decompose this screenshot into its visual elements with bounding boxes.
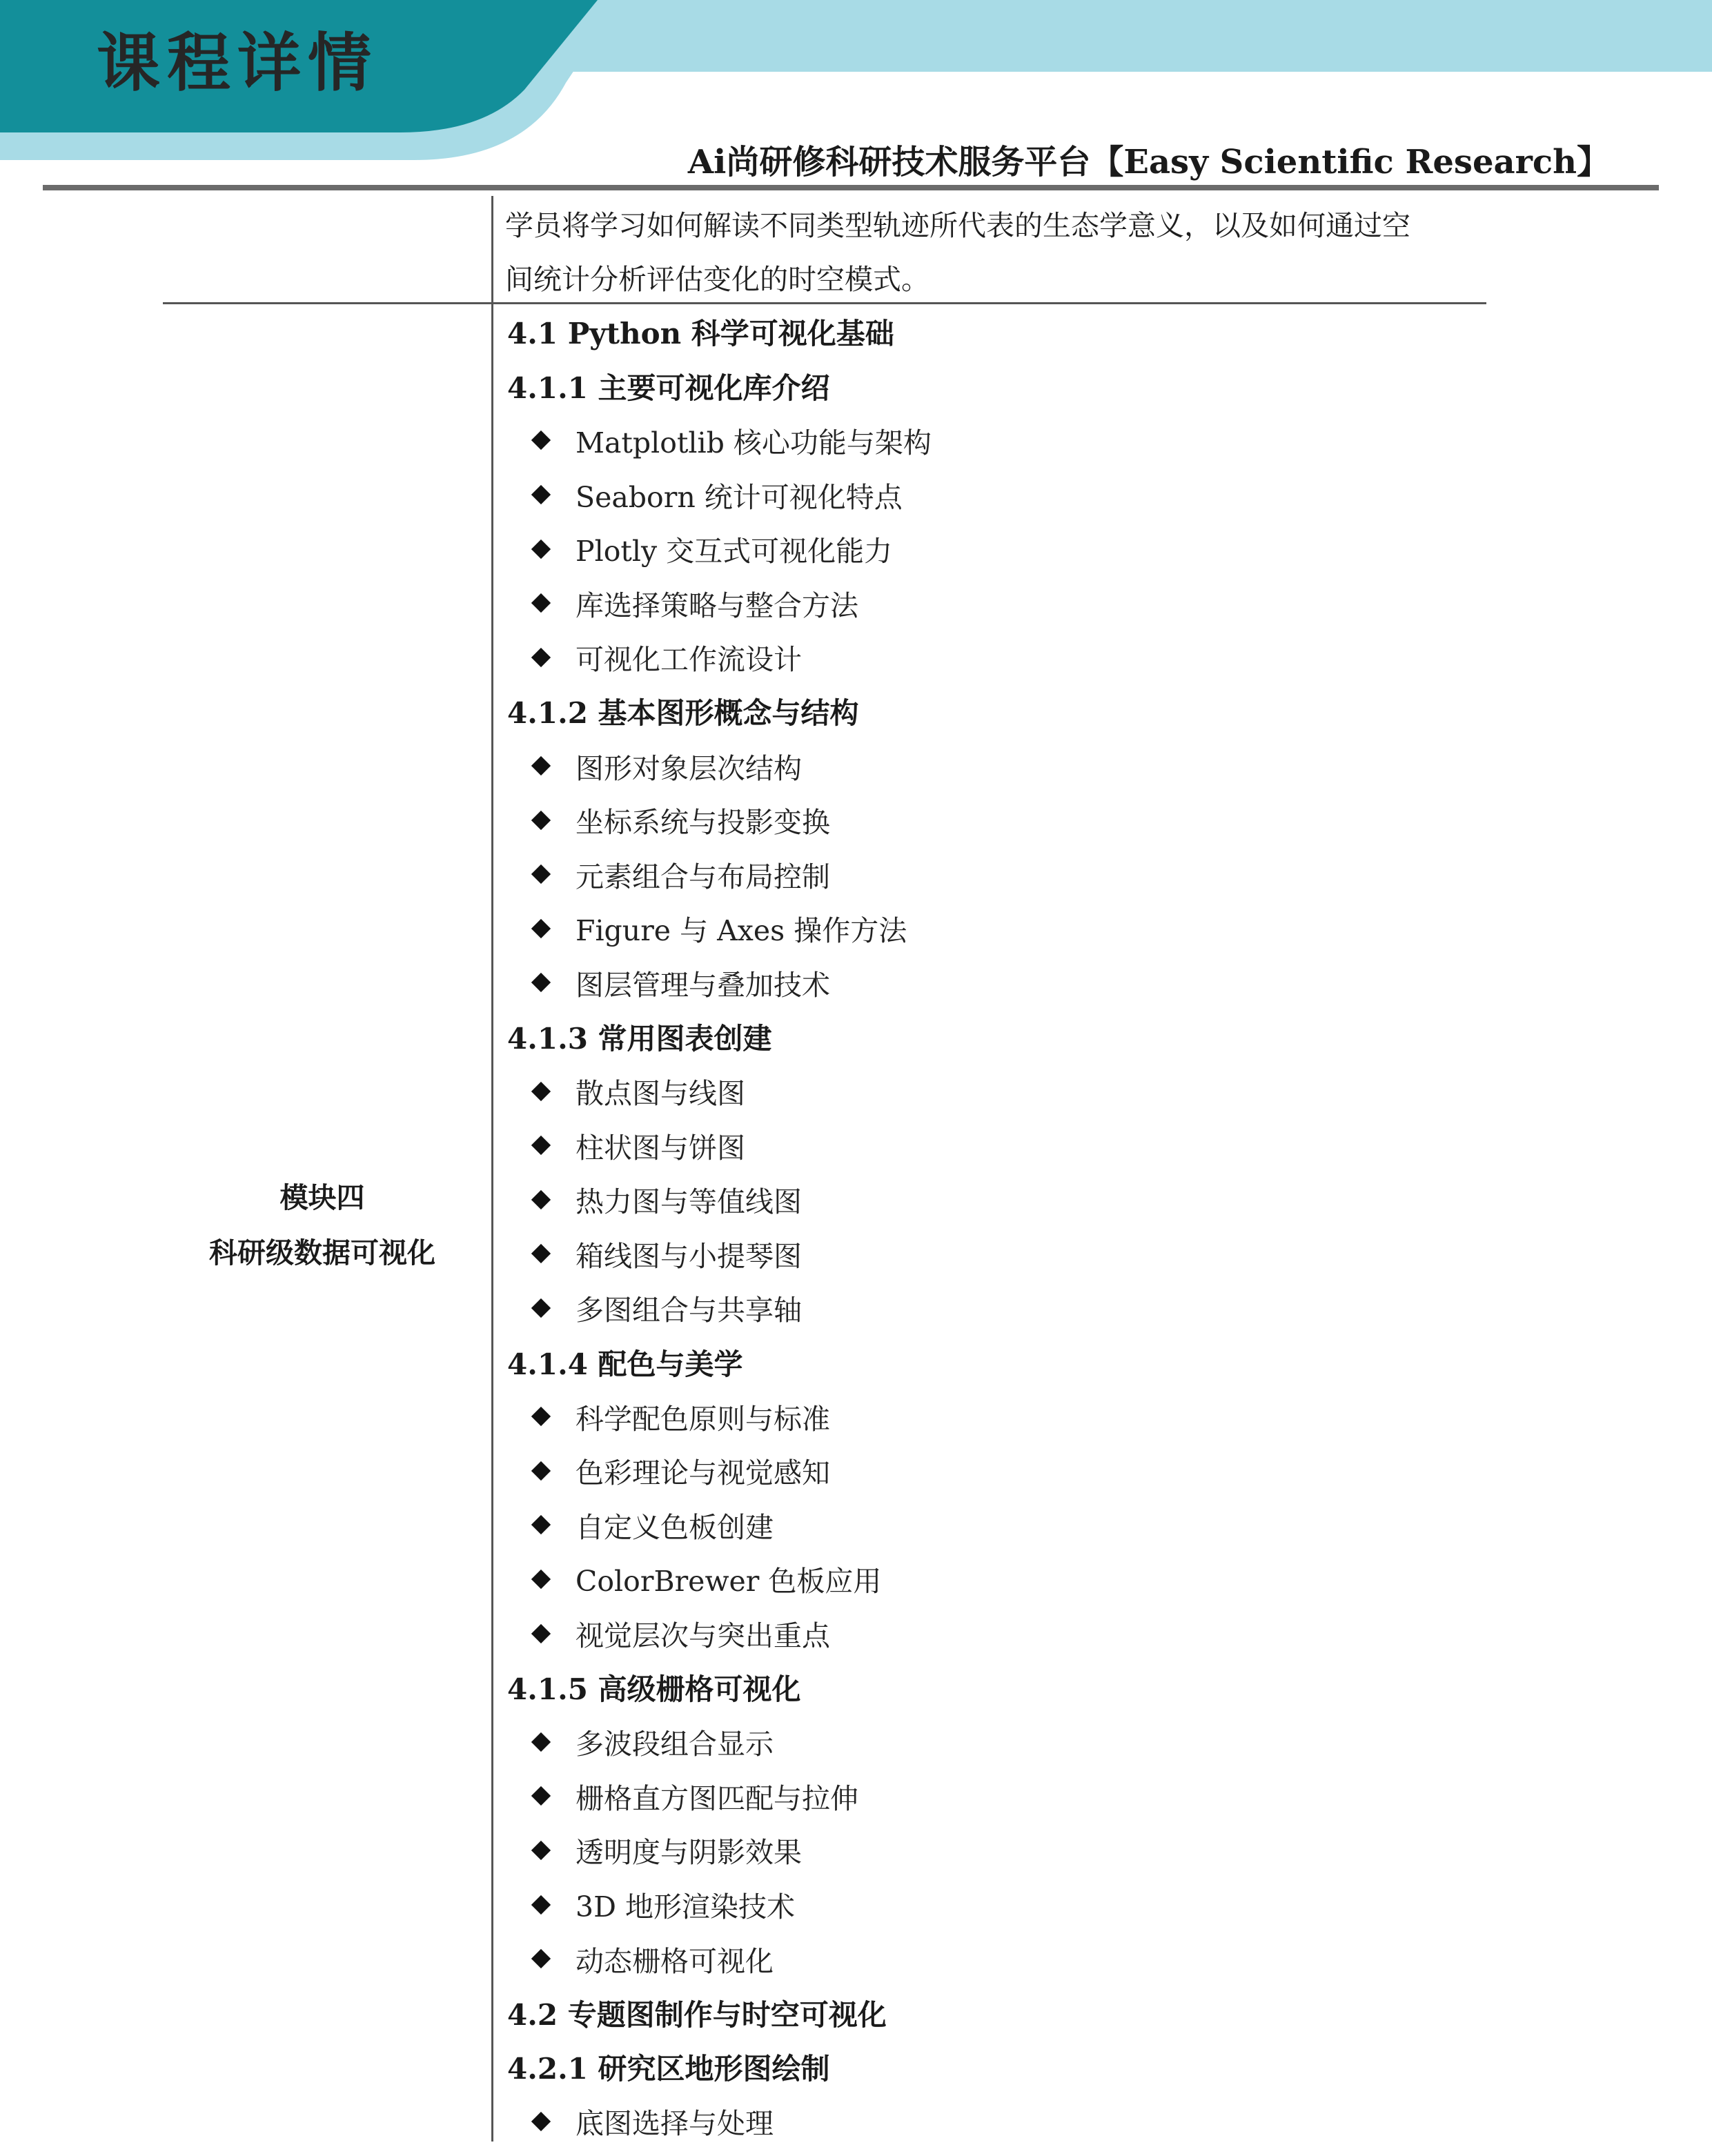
- diamond-bullet-icon: [531, 864, 551, 884]
- outline-bullet-item: [505, 1498, 1678, 1552]
- diamond-bullet-icon: [531, 1570, 551, 1589]
- outline-bullet-item: [505, 902, 1678, 956]
- outline-text: 可视化工作流设计: [575, 643, 802, 677]
- table-column-divider: [491, 196, 493, 2142]
- outline-text: 坐标系统与投影变换: [575, 806, 830, 840]
- outline-bullet-item: [505, 847, 1678, 902]
- outline-bullet-item: [505, 1173, 1678, 1227]
- outline-text: Matplotlib 核心功能与架构: [575, 426, 932, 459]
- diamond-bullet-icon: [531, 1461, 551, 1481]
- outline-text: 4.1.4 配色与美学: [507, 1347, 743, 1381]
- diamond-bullet-icon: [531, 810, 551, 829]
- diamond-bullet-icon: [531, 540, 551, 559]
- diamond-bullet-icon: [531, 919, 551, 938]
- outline-heading: [505, 359, 1678, 414]
- outline-bullet-item: [505, 956, 1678, 1010]
- outline-bullet-item: [505, 1606, 1678, 1661]
- platform-name: Ai尚研修科研技术服务平台【Easy Scientific Research】: [687, 143, 1610, 181]
- outline-text: 4.1.1 主要可视化库介绍: [507, 370, 830, 405]
- outline-text: 4.1.3 常用图表创建: [507, 1022, 772, 1056]
- outline-heading: [505, 1661, 1678, 1715]
- outline-heading: [505, 1986, 1678, 2040]
- outline-bullet-item: [505, 1443, 1678, 1498]
- outline-bullet-item: [505, 739, 1678, 793]
- outline-text: 图形对象层次结构: [575, 751, 802, 785]
- diamond-bullet-icon: [531, 2112, 551, 2131]
- outline-text: 自定义色板创建: [575, 1510, 774, 1544]
- outline-bullet-item: [505, 631, 1678, 685]
- module-label: [163, 1170, 482, 1280]
- outline-bullet-item: [505, 1064, 1678, 1118]
- diamond-bullet-icon: [531, 1786, 551, 1806]
- outline-bullet-item: [505, 2095, 1678, 2149]
- outline-text: 柱状图与饼图: [575, 1131, 745, 1165]
- outline-bullet-item: [505, 1281, 1678, 1336]
- outline-heading: [505, 305, 1678, 359]
- outline-text: 4.2 专题图制作与时空可视化: [507, 1997, 887, 2032]
- outline-text: 3D 地形渲染技术: [575, 1890, 795, 1924]
- outline-text: ColorBrewer 色板应用: [575, 1565, 882, 1599]
- outline-heading: [505, 1010, 1678, 1065]
- outline-text: 热力图与等值线图: [575, 1185, 802, 1219]
- outline-bullet-item: [505, 1932, 1678, 1986]
- diamond-bullet-icon: [531, 485, 551, 504]
- diamond-bullet-icon: [531, 1895, 551, 1914]
- outline-heading: [505, 2040, 1678, 2095]
- intro-line: 间统计分析评估变化的时空模式。: [505, 263, 929, 296]
- outline-bullet-item: [505, 1227, 1678, 1281]
- outline-bullet-item: [505, 1823, 1678, 1878]
- outline-bullet-item: [505, 413, 1678, 468]
- module-number: 模块四: [279, 1181, 365, 1214]
- diamond-bullet-icon: [531, 1136, 551, 1155]
- outline-text: 透明度与阴影效果: [575, 1836, 802, 1870]
- outline-text: Seaborn 统计可视化特点: [575, 480, 903, 514]
- diamond-bullet-icon: [531, 1244, 551, 1263]
- outline-bullet-item: [505, 1389, 1678, 1444]
- diamond-bullet-icon: [531, 1298, 551, 1318]
- diamond-bullet-icon: [531, 1407, 551, 1426]
- diamond-bullet-icon: [531, 1190, 551, 1209]
- outline-text: 4.1 Python 科学可视化基础: [507, 317, 894, 351]
- diamond-bullet-icon: [531, 1949, 551, 1968]
- diamond-bullet-icon: [531, 973, 551, 992]
- diamond-bullet-icon: [531, 1623, 551, 1643]
- outline-text: 多波段组合显示: [575, 1728, 774, 1761]
- outline-text: 多图组合与共享轴: [575, 1294, 802, 1327]
- outline-heading: [505, 1335, 1678, 1389]
- outline-text: 动态栅格可视化: [575, 1944, 774, 1978]
- outline-text: 科学配色原则与标准: [575, 1402, 830, 1436]
- outline-text: 图层管理与叠加技术: [575, 968, 830, 1002]
- diamond-bullet-icon: [531, 1732, 551, 1752]
- diamond-bullet-icon: [531, 648, 551, 667]
- diamond-bullet-icon: [531, 1841, 551, 1860]
- outline-text: 元素组合与布局控制: [575, 860, 830, 893]
- outline-text: 4.1.2 基本图形概念与结构: [507, 696, 859, 731]
- diamond-bullet-icon: [531, 756, 551, 775]
- intro-text: [505, 199, 1499, 306]
- outline-text: 散点图与线图: [575, 1077, 745, 1111]
- outline-text: 视觉层次与突出重点: [575, 1619, 830, 1653]
- outline-text: 色彩理论与视觉感知: [575, 1456, 830, 1490]
- outline-heading: [505, 684, 1678, 739]
- outline-bullet-item: [505, 1118, 1678, 1173]
- header-rule: [43, 185, 1659, 190]
- diamond-bullet-icon: [531, 431, 551, 450]
- intro-line: 学员将学习如何解读不同类型轨迹所代表的生态学意义，以及如何通过空: [505, 209, 1410, 242]
- outline-bullet-item: [505, 793, 1678, 847]
- module-outline: [505, 305, 1678, 2148]
- outline-bullet-item: [505, 1552, 1678, 1607]
- outline-text: 4.1.5 高级栅格可视化: [507, 1672, 801, 1707]
- outline-text: 栅格直方图匹配与拉伸: [575, 1781, 858, 1815]
- outline-bullet-item: [505, 522, 1678, 576]
- outline-bullet-item: [505, 1877, 1678, 1932]
- diamond-bullet-icon: [531, 1081, 551, 1100]
- outline-text: 库选择策略与整合方法: [575, 589, 858, 622]
- diamond-bullet-icon: [531, 1515, 551, 1534]
- outline-text: 箱线图与小提琴图: [575, 1239, 802, 1273]
- outline-text: 4.2.1 研究区地形图绘制: [507, 2052, 830, 2086]
- outline-text: Figure 与 Axes 操作方法: [575, 914, 907, 948]
- module-title: 科研级数据可视化: [209, 1236, 435, 1269]
- outline-bullet-item: [505, 576, 1678, 631]
- outline-text: Plotly 交互式可视化能力: [575, 535, 893, 568]
- diamond-bullet-icon: [531, 593, 551, 613]
- outline-bullet-item: [505, 1769, 1678, 1823]
- page-title: 课程详情: [97, 26, 379, 100]
- outline-bullet-item: [505, 468, 1678, 522]
- outline-bullet-item: [505, 1714, 1678, 1769]
- outline-text: 底图选择与处理: [575, 2107, 774, 2141]
